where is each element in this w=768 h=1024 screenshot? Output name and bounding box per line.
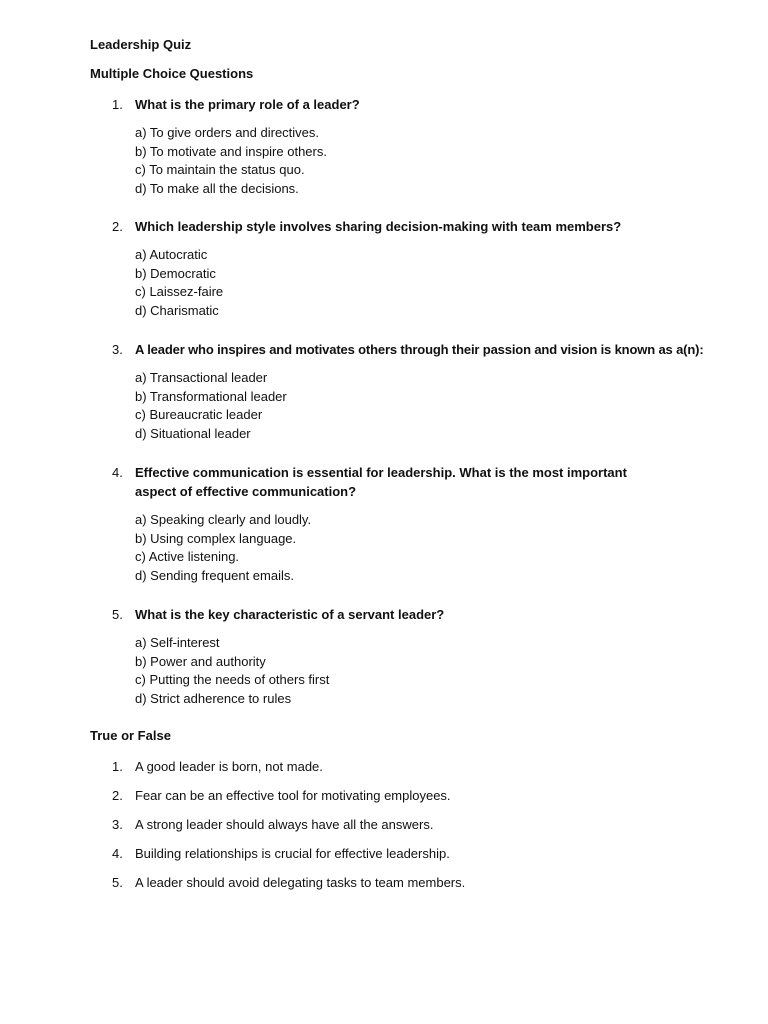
- question-text: Effective communication is essential for leadership. What is the most important aspect of effective communication?: [135, 465, 627, 499]
- statement-number: 4.: [112, 846, 123, 861]
- question-number: 4.: [112, 465, 123, 480]
- option-c: c) Laissez-faire: [135, 284, 224, 300]
- option-c: c) Putting the needs of others first: [135, 672, 330, 688]
- statement-number: 2.: [112, 788, 123, 803]
- true-false-heading: True or False: [90, 728, 171, 743]
- option-b: b) Power and authority: [135, 653, 266, 669]
- option-c: c) Active listening.: [135, 549, 240, 565]
- question-text: Which leadership style involves sharing decision-making with team members?: [135, 219, 622, 234]
- statement-number: 1.: [112, 759, 123, 774]
- statement-text: A leader should avoid delegating tasks to team members.: [135, 875, 466, 890]
- tf-statement-2: [0, 786, 768, 805]
- option-b: b) Transformational leader: [135, 388, 287, 404]
- option-d: d) Charismatic: [135, 303, 219, 319]
- option-d: d) To make all the decisions.: [135, 181, 299, 197]
- option-list: [135, 511, 311, 586]
- option-b: b) Using complex language.: [135, 530, 297, 546]
- question-number: 2.: [112, 219, 123, 234]
- option-a: a) Autocratic: [135, 247, 208, 262]
- statement-text: Building relationships is crucial for effective leadership.: [135, 846, 450, 861]
- statement-text: Fear can be an effective tool for motivating employees.: [135, 788, 451, 803]
- option-a: a) Self-interest: [135, 635, 220, 650]
- option-d: d) Strict adherence to rules: [135, 691, 292, 707]
- statement-text: A good leader is born, not made.: [135, 759, 323, 774]
- option-d: d) Situational leader: [135, 426, 251, 442]
- question-text: What is the key characteristic of a servant leader?: [135, 607, 445, 622]
- option-a: a) To give orders and directives.: [135, 125, 320, 140]
- tf-statement-1: [0, 757, 768, 776]
- option-c: c) To maintain the status quo.: [135, 162, 305, 178]
- question-number: 5.: [112, 607, 123, 622]
- option-list: [135, 124, 327, 199]
- question-text: A leader who inspires and motivates others through their passion and vision is known as a(n):: [135, 342, 704, 357]
- option-list: [135, 369, 287, 444]
- statement-text: A strong leader should always have all the answers.: [135, 817, 434, 832]
- option-a: a) Speaking clearly and loudly.: [135, 512, 312, 527]
- question-text: What is the primary role of a leader?: [135, 97, 360, 112]
- question-number: 1.: [112, 97, 123, 112]
- multiple-choice-heading: Multiple Choice Questions: [90, 66, 254, 81]
- document-title: Leadership Quiz: [90, 37, 192, 52]
- option-d: d) Sending frequent emails.: [135, 568, 294, 584]
- statement-number: 5.: [112, 875, 123, 890]
- tf-statement-5: [0, 873, 768, 892]
- option-list: [135, 246, 223, 321]
- question-number: 3.: [112, 342, 123, 357]
- option-list: [135, 634, 329, 709]
- option-b: b) Democratic: [135, 265, 216, 281]
- option-a: a) Transactional leader: [135, 370, 268, 385]
- option-c: c) Bureaucratic leader: [135, 407, 263, 423]
- statement-number: 3.: [112, 817, 123, 832]
- option-b: b) To motivate and inspire others.: [135, 143, 327, 159]
- tf-statement-3: [0, 815, 768, 834]
- tf-statement-4: [0, 844, 768, 863]
